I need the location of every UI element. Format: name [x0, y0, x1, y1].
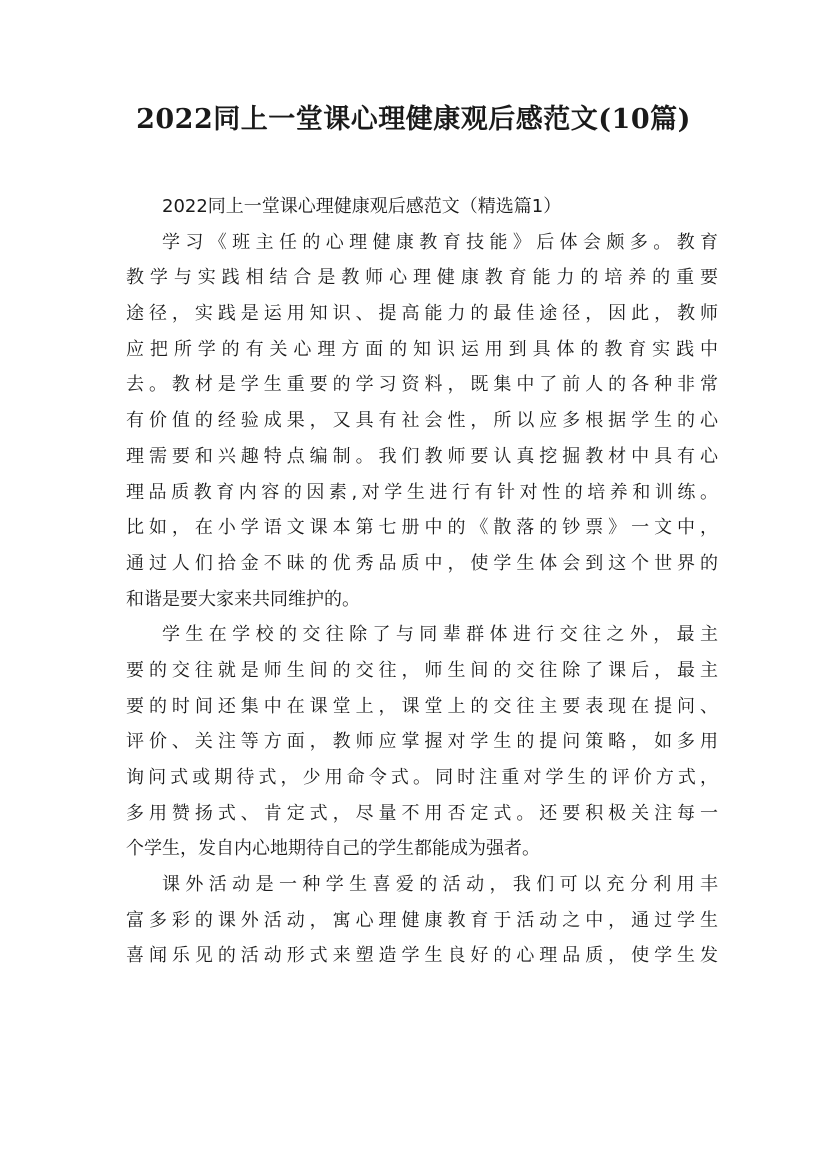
paragraph-line: 学生在学校的交往除了与同辈群体进行交往之外，最主	[162, 624, 718, 646]
paragraph-line: 理需要和兴趣特点编制。我们教师要认真挖掘教材中具有心	[126, 445, 718, 467]
document-title: 2022同上一堂课心理健康观后感范文(10篇)	[136, 104, 691, 135]
paragraph-line: 去。教材是学生重要的学习资料，既集中了前人的各种非常	[126, 374, 718, 396]
paragraph-line: 途径，实践是运用知识、提高能力的最佳途径，因此，教师	[126, 303, 718, 325]
paragraph-line: 有价值的经验成果，又具有社会性，所以应多根据学生的心	[126, 410, 718, 432]
paragraph	[126, 225, 718, 618]
paragraph-line: 评价、关注等方面，教师应掌握对学生的提问策略，如多用	[126, 731, 718, 753]
paragraph	[126, 867, 718, 974]
section-subtitle: 2022同上一堂课心理健康观后感范文（精选篇1）	[162, 196, 562, 217]
paragraph-line: 学习《班主任的心理健康教育技能》后体会颇多。教育	[162, 231, 718, 253]
paragraph-line: 询问式或期待式，少用命令式。同时注重对学生的评价方式，	[126, 767, 718, 788]
paragraph-line: 比如，在小学语文课本第七册中的《散落的钞票》一文中，	[126, 517, 718, 539]
paragraph-line: 要的交往就是师生间的交往，师生间的交往除了课后，最主	[126, 659, 718, 681]
paragraph-line: 多用赞扬式、肯定式，尽量不用否定式。还要积极关注每一	[126, 802, 718, 824]
paragraph-line: 和谐是要大家来共同维护的。	[126, 588, 360, 610]
paragraph	[126, 617, 718, 867]
paragraph-line: 课外活动是一种学生喜爱的活动，我们可以充分利用丰	[162, 874, 718, 896]
document-body	[126, 189, 718, 974]
paragraph-line: 个学生，发自内心地期待自己的学生都能成为强者。	[126, 838, 540, 860]
paragraph-line: 应把所学的有关心理方面的知识运用到具体的教育实践中	[126, 338, 718, 360]
paragraph-line: 通过人们拾金不昧的优秀品质中，使学生体会到这个世界的	[126, 552, 718, 574]
paragraph-line: 教学与实践相结合是教师心理健康教育能力的培养的重要	[126, 267, 718, 289]
paragraph-line: 要的时间还集中在课堂上，课堂上的交往主要表现在提问、	[126, 695, 718, 717]
paragraph-line: 喜闻乐见的活动形式来塑造学生良好的心理品质，使学生发	[126, 945, 718, 967]
paragraph-line: 富多彩的课外活动，寓心理健康教育于活动之中，通过学生	[126, 909, 718, 931]
paragraph-line: 理品质教育内容的因素,对学生进行有针对性的培养和训练。	[126, 481, 718, 503]
